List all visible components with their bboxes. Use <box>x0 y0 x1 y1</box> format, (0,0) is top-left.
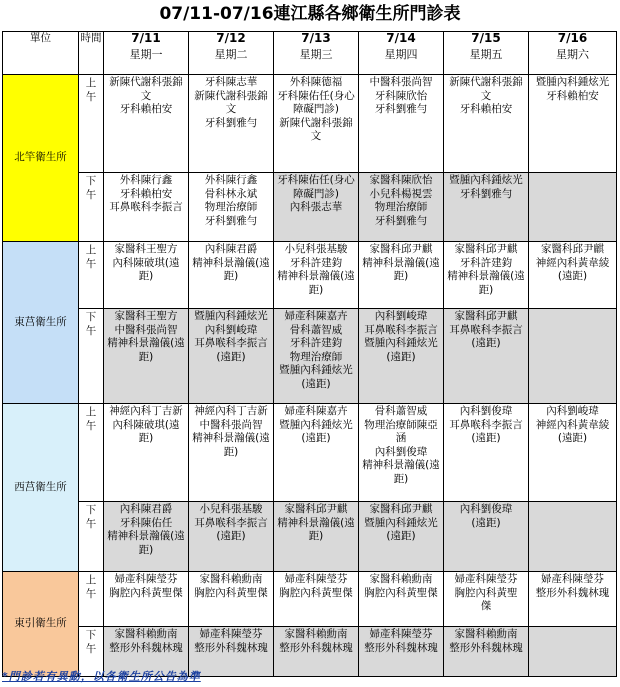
doctor-entry: 物理治療師陳亞 <box>364 418 438 431</box>
schedule-cell <box>274 502 359 572</box>
doctor-entry: 內科陳君爵 <box>119 503 173 515</box>
day-date: 7/12 <box>216 31 246 45</box>
schedule-cell <box>359 404 444 502</box>
doctor-entry: 家醫科賴勳南 <box>199 573 263 585</box>
doctor-entry: 牙科賴柏安 <box>459 103 513 115</box>
doctor-entry: 家醫科賴勳南 <box>284 628 348 640</box>
schedule-cell <box>104 572 189 627</box>
doctor-entry: 精神科景瀚儀(遠 <box>277 516 355 529</box>
doctor-entry: 精神科景瀚儀(遠 <box>107 530 185 542</box>
doctor-entry: 外科陳德福 <box>289 76 343 88</box>
schedule-cell <box>104 404 189 502</box>
doctor-entry: 距) <box>308 283 324 296</box>
day-weekday: 星期六 <box>556 47 589 61</box>
unit-header: 單位 <box>3 32 79 75</box>
doctor-entry: 內科劉峻瑋 <box>204 323 258 336</box>
schedule-cell <box>189 627 274 677</box>
doctor-entry: 文 <box>310 130 322 142</box>
doctor-entry: 距) <box>393 472 409 485</box>
doctor-entry: (遠距) <box>557 270 588 282</box>
doctor-entry: 內科劉俊瑋 <box>374 445 428 458</box>
schedule-cell <box>529 502 617 572</box>
doctor-entry: 牙科賴柏安 <box>546 89 599 102</box>
doctor-entry: 胸腔內科黃聖傑 <box>109 586 183 599</box>
doctor-entry: 物理治療師 <box>204 201 258 213</box>
doctor-entry: 精神科景瀚儀(遠 <box>362 256 440 269</box>
doctor-entry: 耳鼻喉科李振言 <box>109 201 183 213</box>
doctor-entry: 距) <box>138 543 154 556</box>
day-header <box>104 32 189 75</box>
doctor-entry: 內科陳破琪(遠 <box>112 418 180 431</box>
doctor-entry: 整形外科魏林瑰 <box>449 641 523 654</box>
schedule-cell <box>444 173 529 242</box>
doctor-entry: 距) <box>138 432 154 444</box>
doctor-entry: 距) <box>308 530 324 542</box>
schedule-cell <box>274 242 359 309</box>
doctor-entry: 內科張志華 <box>289 201 343 213</box>
schedule-cell <box>529 572 617 627</box>
doctor-entry: 家醫科陳欣怡 <box>369 174 433 186</box>
doctor-entry: (遠距) <box>471 337 501 349</box>
day-weekday: 星期一 <box>129 47 163 61</box>
day-header <box>359 32 444 75</box>
doctor-entry: 距) <box>138 350 154 363</box>
doctor-entry: 家醫科邱尹麒 <box>369 503 433 515</box>
doctor-entry: 外科陳行鑫 <box>119 174 173 186</box>
doctor-entry: 胸腔內科黃聖傑 <box>279 586 353 599</box>
doctor-entry: 距) <box>478 283 494 296</box>
period-afternoon: 下 午 <box>79 502 104 572</box>
doctor-entry: 牙科劉雅勻 <box>374 214 428 227</box>
day-header <box>189 32 274 75</box>
doctor-entry: 牙科許建鈞 <box>289 337 343 349</box>
schedule-cell <box>529 404 617 502</box>
schedule-row <box>3 502 617 572</box>
doctor-entry: 婦產科陳瑩芬 <box>541 573 604 585</box>
doctor-entry: 新陳代謝科張錦 <box>109 76 183 88</box>
doctor-entry: 文 <box>225 103 237 115</box>
doctor-entry: 牙科陳佑任(身心 <box>277 89 355 102</box>
doctor-entry: 中醫科張尚智 <box>199 418 263 431</box>
doctor-entry: 家醫科王聖方 <box>114 243 178 255</box>
unit-name: 北竿衛生所 <box>3 75 79 242</box>
doctor-entry: 牙科劉雅勻 <box>204 214 258 227</box>
period-morning: 上 午 <box>79 242 104 309</box>
schedule-cell <box>444 502 529 572</box>
doctor-entry: 骨科蕭智威 <box>289 323 343 336</box>
day-date: 7/14 <box>386 31 416 45</box>
schedule-cell <box>189 404 274 502</box>
doctor-entry: 距) <box>393 270 409 282</box>
schedule-cell <box>104 309 189 404</box>
schedule-cell <box>189 173 274 242</box>
schedule-cell <box>529 173 617 242</box>
schedule-cell <box>529 242 617 309</box>
doctor-entry: 牙科陳志華 <box>204 76 258 88</box>
schedule-cell <box>359 173 444 242</box>
doctor-entry: 暨腫內科鍾炫光 <box>194 310 268 322</box>
doctor-entry: 整形外科魏林瑰 <box>535 586 610 599</box>
schedule-cell <box>359 309 444 404</box>
doctor-entry: (遠距) <box>471 516 501 529</box>
doctor-entry: 牙科賴柏安 <box>119 103 173 115</box>
doctor-entry: 耳鼻喉科李振言 <box>194 337 268 349</box>
period-afternoon: 下 午 <box>79 309 104 404</box>
doctor-entry: 婦產科陳瑩芬 <box>369 628 433 640</box>
doctor-entry: 牙科劉雅勻 <box>374 103 428 115</box>
doctor-entry: 外科陳行鑫 <box>204 174 258 186</box>
doctor-entry: 精神科景瀚儀(遠 <box>107 337 185 349</box>
doctor-entry: (遠距) <box>557 432 588 444</box>
doctor-entry: 家醫科邱尹麒 <box>454 243 518 255</box>
period-morning: 上 午 <box>79 404 104 502</box>
schedule-cell <box>359 75 444 173</box>
doctor-entry: 牙科許建鈞 <box>459 256 513 269</box>
doctor-entry: 胸腔內科黃聖傑 <box>194 586 268 599</box>
doctor-entry: 距) <box>223 270 239 282</box>
doctor-entry: 家醫科賴勳南 <box>369 573 433 585</box>
doctor-entry: 精神科景瀚儀(遠 <box>192 256 270 269</box>
day-date: 7/11 <box>131 31 161 45</box>
day-header <box>529 32 617 75</box>
doctor-entry: 神經內科丁吉新 <box>194 405 268 417</box>
schedule-cell <box>189 75 274 173</box>
doctor-entry: 婦產科陳嘉卉 <box>284 310 348 322</box>
period-morning: 上 午 <box>79 572 104 627</box>
doctor-entry: 精神科景瀚儀(遠 <box>362 459 440 471</box>
doctor-entry: 距) <box>138 270 154 282</box>
doctor-entry: 家醫科邱尹麒 <box>454 310 518 322</box>
doctor-entry: 骨科蕭智威 <box>374 405 428 417</box>
schedule-cell <box>104 242 189 309</box>
doctor-entry: 家醫科賴勳南 <box>114 628 178 640</box>
schedule-cell <box>274 309 359 404</box>
doctor-entry: 牙科陳欣怡 <box>374 89 428 102</box>
doctor-entry: 牙科陳佑任 <box>119 516 173 529</box>
day-weekday: 星期三 <box>299 47 333 61</box>
schedule-cell <box>274 173 359 242</box>
schedule-body <box>3 75 617 677</box>
schedule-cell <box>359 627 444 677</box>
schedule-row <box>3 404 617 502</box>
doctor-entry: 骨科林永斌 <box>204 187 258 200</box>
schedule-cell <box>444 404 529 502</box>
doctor-entry: 物理治療師 <box>374 201 428 213</box>
schedule-cell <box>444 572 529 627</box>
doctor-entry: 物理治療師 <box>289 350 343 363</box>
doctor-entry: 婦產科陳瑩芬 <box>114 573 178 585</box>
doctor-entry: 家醫科王聖方 <box>114 310 178 322</box>
doctor-entry: 耳鼻喉科李振言 <box>449 418 523 431</box>
schedule-cell <box>189 242 274 309</box>
doctor-entry: 內科劉俊瑋 <box>459 405 513 417</box>
doctor-entry: 精神科景瀚儀(遠 <box>277 270 355 282</box>
schedule-cell <box>444 309 529 404</box>
day-date: 7/15 <box>471 31 501 45</box>
day-weekday: 星期四 <box>384 47 418 61</box>
doctor-entry: 家醫科邱尹麒 <box>369 243 433 255</box>
doctor-entry: 內科劉俊瑋 <box>459 503 513 515</box>
schedule-cell <box>444 242 529 309</box>
doctor-entry: 精神科景瀚儀(遠 <box>447 270 525 282</box>
doctor-entry: (遠距) <box>216 530 246 542</box>
doctor-entry: 神經內科黃韋綾 <box>535 256 610 269</box>
doctor-entry: 暨腫內科鍾炫光 <box>279 418 353 431</box>
doctor-entry: 耳鼻喉科李振言 <box>194 516 268 529</box>
schedule-cell <box>104 173 189 242</box>
doctor-entry: 牙科許建鈞 <box>289 256 343 269</box>
doctor-entry: 文 <box>140 89 152 102</box>
doctor-entry: 神經內科丁吉新 <box>109 405 183 417</box>
doctor-entry: 新陳代謝科張錦 <box>194 89 268 102</box>
doctor-entry: (遠距) <box>386 530 416 542</box>
doctor-entry: 婦產科陳瑩芬 <box>454 573 518 585</box>
doctor-entry: 中醫科張尚智 <box>114 323 178 336</box>
schedule-cell <box>359 242 444 309</box>
doctor-entry: 中醫科張尚智 <box>369 76 433 88</box>
doctor-entry: 暨腫內科鍾炫光 <box>535 76 610 88</box>
doctor-entry: 牙科劉雅勻 <box>204 116 258 129</box>
schedule-row <box>3 572 617 627</box>
schedule-cell <box>104 502 189 572</box>
schedule-cell <box>529 309 617 404</box>
schedule-row <box>3 309 617 404</box>
doctor-entry: 內科劉峻瑋 <box>546 405 599 417</box>
doctor-entry: 整形外科魏林瑰 <box>109 641 183 654</box>
doctor-entry: 障礙門診) <box>292 187 340 200</box>
doctor-entry: 暨腫內科鍾炫光 <box>364 337 438 349</box>
doctor-entry: 傑 <box>480 600 492 612</box>
doctor-entry: 家醫科邱尹麒 <box>541 243 604 255</box>
doctor-entry: 內科陳破琪(遠 <box>112 256 180 269</box>
doctor-entry: 新陳代謝科張錦 <box>449 76 523 88</box>
doctor-entry: 暨腫內科鍾炫光 <box>279 364 353 376</box>
period-afternoon: 下 午 <box>79 627 104 677</box>
doctor-entry: 婦產科陳瑩芬 <box>284 573 348 585</box>
schedule-cell <box>189 309 274 404</box>
doctor-entry: 牙科賴柏安 <box>119 187 173 200</box>
doctor-entry: 整形外科魏林瑰 <box>279 641 353 654</box>
doctor-entry: 整形外科魏林瑰 <box>364 641 438 654</box>
clinic-schedule-table <box>2 31 617 677</box>
doctor-entry: (遠距) <box>216 350 246 363</box>
schedule-cell <box>529 627 617 677</box>
doctor-entry: 暨腫內科鍾炫光 <box>364 516 438 529</box>
schedule-cell <box>359 502 444 572</box>
schedule-cell <box>274 404 359 502</box>
doctor-entry: 婦產科陳嘉卉 <box>284 405 348 417</box>
schedule-row <box>3 173 617 242</box>
unit-name: 西莒衛生所 <box>3 404 79 572</box>
doctor-entry: 內科劉峻瑋 <box>374 310 428 322</box>
doctor-entry: 障礙門診) <box>292 103 340 115</box>
day-date: 7/13 <box>301 31 331 45</box>
doctor-entry: 精神科景瀚儀(遠 <box>192 432 270 444</box>
day-header <box>274 32 359 75</box>
doctor-entry: (遠距) <box>386 350 416 363</box>
time-header: 時間 <box>79 32 104 75</box>
schedule-cell <box>104 75 189 173</box>
period-morning: 上 午 <box>79 75 104 173</box>
schedule-row <box>3 75 617 173</box>
schedule-cell <box>189 572 274 627</box>
doctor-entry: 涵 <box>395 432 407 444</box>
unit-name: 東莒衛生所 <box>3 242 79 404</box>
footer-note: *門診若有異動，以各衛生所公告為準 <box>2 670 201 683</box>
doctor-entry: 距) <box>223 445 239 458</box>
doctor-entry: (遠距) <box>301 432 331 444</box>
doctor-entry: 整形外科魏林瑰 <box>194 641 268 654</box>
doctor-entry: 小兒科楊視雲 <box>369 187 433 200</box>
schedule-cell <box>274 627 359 677</box>
doctor-entry: 新陳代謝科張錦 <box>279 116 353 129</box>
doctor-entry: 耳鼻喉科李振言 <box>449 323 523 336</box>
doctor-entry: 胸腔內科黃聖 <box>454 586 518 599</box>
period-afternoon: 下 午 <box>79 173 104 242</box>
doctor-entry: 家醫科賴勳南 <box>454 628 518 640</box>
doctor-entry: 耳鼻喉科李振言 <box>364 323 438 336</box>
doctor-entry: 文 <box>480 89 492 102</box>
schedule-cell <box>444 627 529 677</box>
doctor-entry: 牙科劉雅勻 <box>459 187 513 200</box>
doctor-entry: 小兒科張基駿 <box>284 243 348 255</box>
doctor-entry: 牙科陳佑任(身心 <box>277 174 355 186</box>
doctor-entry: 神經內科黃韋綾 <box>535 418 610 431</box>
schedule-cell <box>189 502 274 572</box>
day-weekday: 星期二 <box>214 47 248 61</box>
doctor-entry: 家醫科邱尹麒 <box>284 503 348 515</box>
schedule-cell <box>359 572 444 627</box>
doctor-entry: (遠距) <box>471 432 501 444</box>
schedule-cell <box>274 572 359 627</box>
schedule-cell <box>444 75 529 173</box>
doctor-entry: 小兒科張基駿 <box>199 503 263 515</box>
day-weekday: 星期五 <box>469 47 503 61</box>
schedule-cell <box>274 75 359 173</box>
doctor-entry: 暨腫內科鍾炫光 <box>449 174 523 186</box>
schedule-cell <box>529 75 617 173</box>
day-date: 7/16 <box>557 31 588 45</box>
doctor-entry: 婦產科陳瑩芬 <box>199 628 263 640</box>
doctor-entry: 內科陳君爵 <box>204 243 258 255</box>
doctor-entry: (遠距) <box>301 377 331 390</box>
day-header <box>444 32 529 75</box>
page-title: 07/11-07/16連江縣各鄉衛生所門診表 <box>159 4 461 24</box>
unit-name: 東引衛生所 <box>3 572 79 677</box>
doctor-entry: 胸腔內科黃聖傑 <box>364 586 438 599</box>
schedule-row <box>3 242 617 309</box>
